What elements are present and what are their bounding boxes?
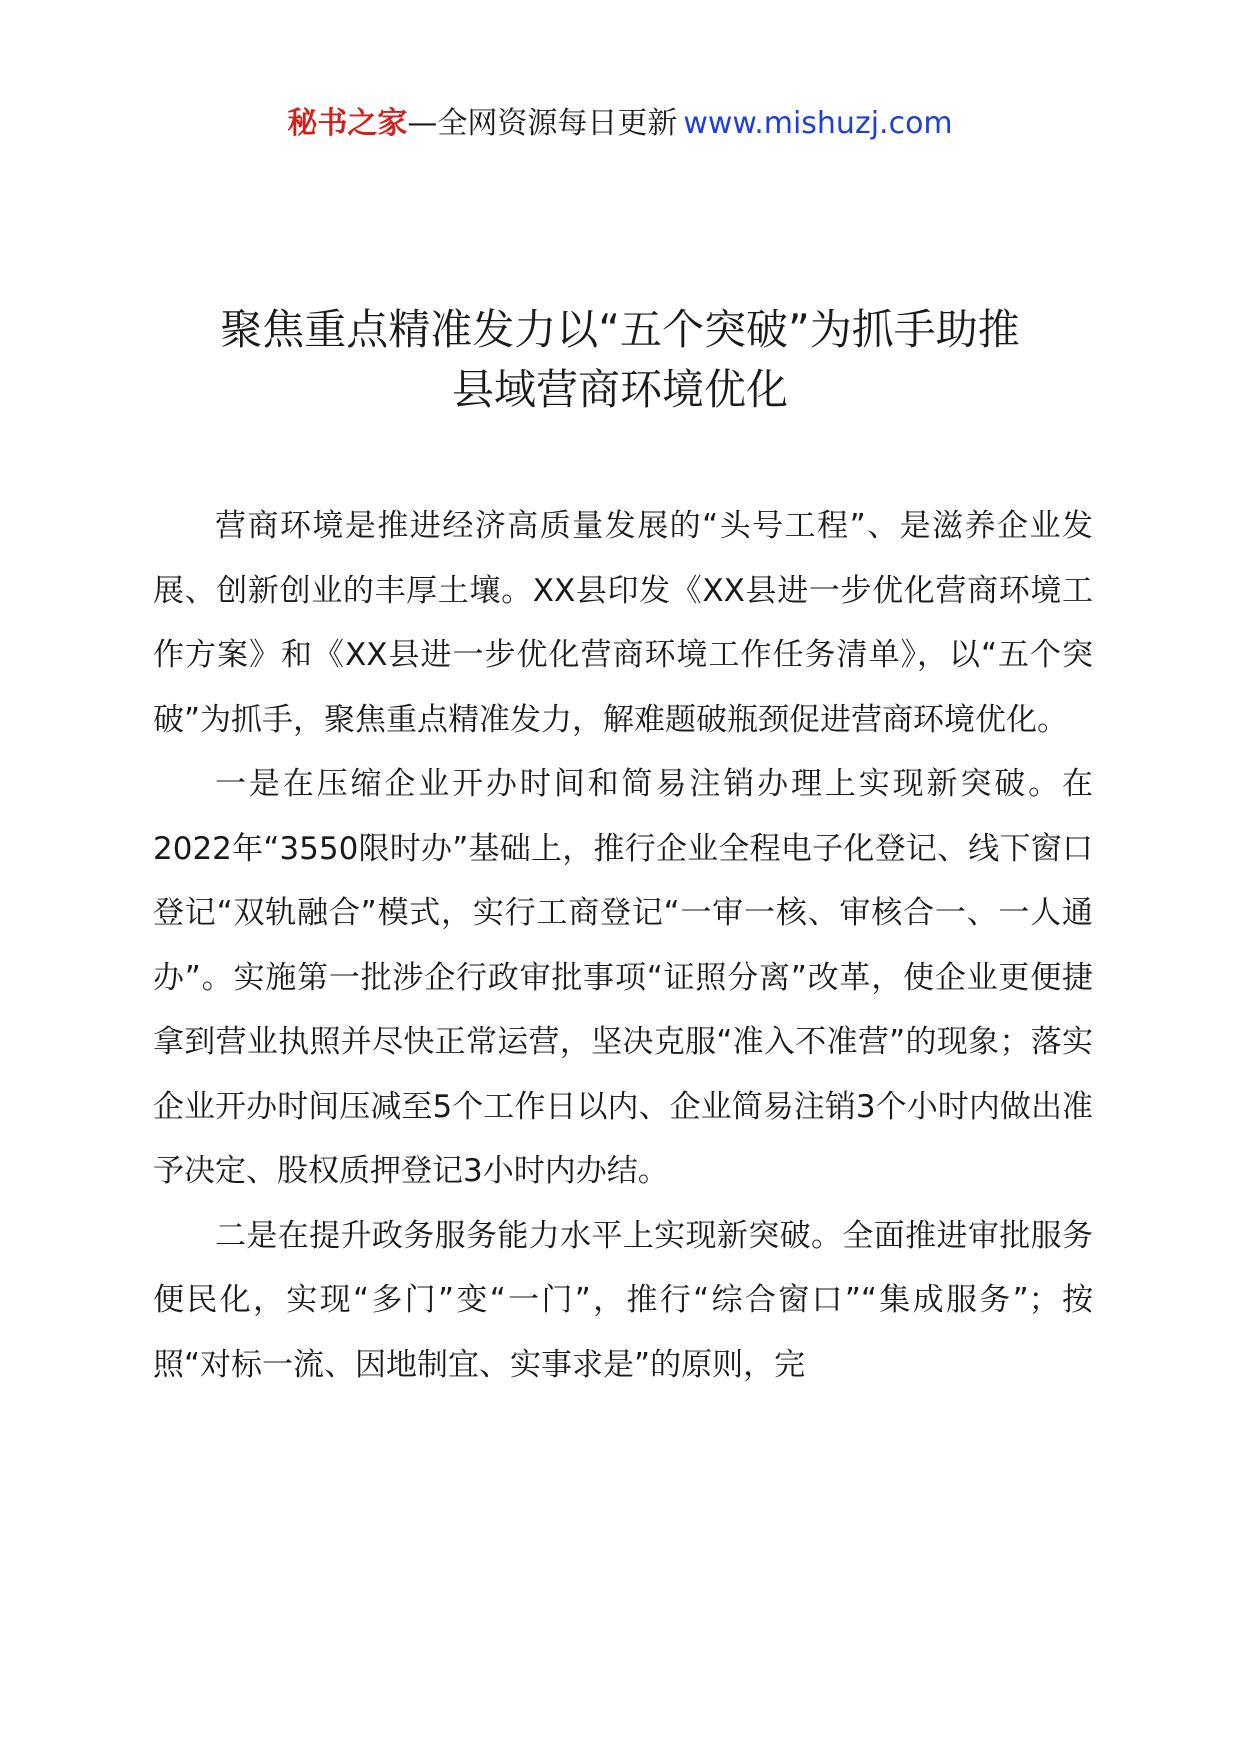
document-title [150,300,1090,420]
document-body [153,494,1093,1397]
title-line-1: 聚焦重点精准发力以“五个突破”为抓手助推 [220,305,1020,354]
paragraph-point-1: 一是在压缩企业开办时间和简易注销办理上实现新突破。在2022年“3550限时办”基础上，推行企业全程电子化登记、线下窗口登记“双轨融合”模式，实行工商登记“一审一核、审核合一、一人通办”。实施第一批涉企行政审批事项“证照分离”改革，使企业更便捷拿到营业执照并尽快正常运营，坚决克服“准入不准营”的现象；落实企业开办时间压减至5个工作日以内、企业简易注销3个小时内做出准予决定、股权质押登记3小时内办结。 [153,766,1093,1189]
paragraph-point-2: 二是在提升政务服务能力水平上实现新突破。全面推进审批服务便民化，实现“多门”变“一门”，推行“综合窗口”“集成服务”；按照“对标一流、因地制宜、实事求是”的原则，完 [153,1217,1093,1383]
site-header [0,104,1240,144]
paragraph-intro: 营商环境是推进经济高质量发展的“头号工程”、是滋养企业发展、创新创业的丰厚土壤。XX县印发《XX县进一步优化营商环境工作方案》和《XX县进一步优化营商环境工作任务清单》，以“五个突破”为抓手，聚焦重点精准发力，解难题破瓶颈促进营商环境优化。 [153,508,1093,738]
title-line-2: 县域营商环境优化 [451,365,788,414]
site-tagline: —全网资源每日更新 [407,106,678,141]
site-url-link[interactable]: www.mishuzj.com [683,106,953,141]
site-brand: 秘书之家 [287,106,408,141]
